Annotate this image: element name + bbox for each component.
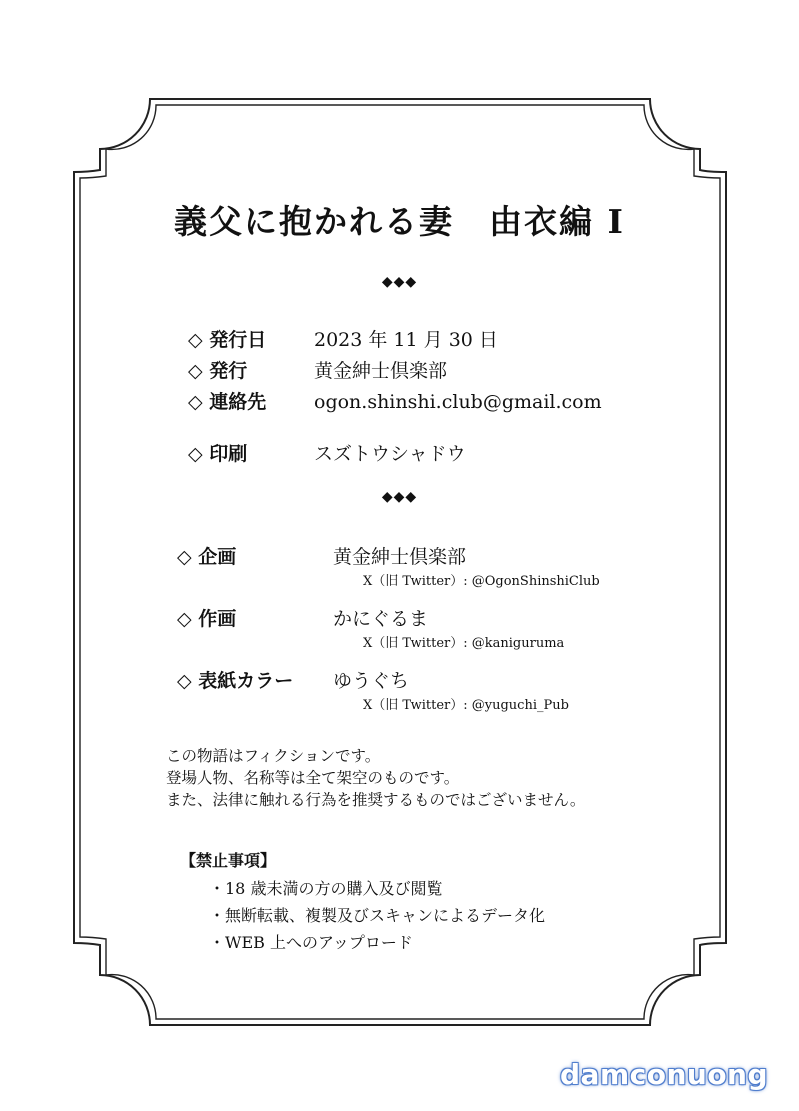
- prohibited-item: ・WEB 上へのアップロード: [209, 933, 413, 952]
- credit-name: 黄金紳士倶楽部: [333, 546, 467, 568]
- colophon-label: ◇ 印刷: [188, 443, 248, 465]
- notice-line: また、法律に触れる行為を推奨するものではございません。: [166, 791, 586, 809]
- prohibited-title: 【禁止事項】: [180, 851, 277, 870]
- prohibited-item: ・18 歳未満の方の購入及び閲覧: [209, 879, 443, 898]
- colophon-value: スズトウシャドウ: [314, 443, 466, 465]
- credit-name: かにぐるま: [333, 608, 429, 630]
- credit-planning: [177, 542, 600, 589]
- credit-handle: X（旧 Twitter）: @OgonShinshiClub: [363, 574, 600, 589]
- notice-line: この物語はフィクションです。: [166, 747, 381, 765]
- watermark-logo: damconuong: [560, 1058, 769, 1091]
- credit-art: [177, 604, 565, 651]
- credit-label: ◇ 表紙カラー: [177, 670, 294, 692]
- credit-name: ゆうぐち: [333, 670, 410, 692]
- prohibited-item: ・無断転載、複製及びスキャンによるデータ化: [209, 906, 546, 925]
- contact-email: ogon.shinshi.club@gmail.com: [314, 391, 602, 413]
- colophon-row-publisher: [188, 356, 447, 383]
- separator-top: ◆◆◆: [381, 274, 418, 290]
- colophon-value: 黄金紳士倶楽部: [314, 360, 448, 382]
- credit-label: ◇ 企画: [177, 546, 237, 568]
- credit-handle: X（旧 Twitter）: @yuguchi_Pub: [363, 698, 569, 713]
- colophon-value: 2023 年 11 月 30 日: [314, 329, 498, 351]
- colophon-row-publish-date: [188, 325, 498, 352]
- colophon-label: ◇ 連絡先: [188, 391, 267, 413]
- notice-line: 登場人物、名称等は全て架空のものです。: [166, 769, 460, 787]
- credit-label: ◇ 作画: [177, 608, 237, 630]
- separator-bottom: ◆◆◆: [381, 489, 418, 505]
- book-title: 義父に抱かれる妻 由衣編 I: [174, 202, 625, 241]
- fiction-notice: [166, 745, 585, 811]
- prohibited-list: [209, 875, 545, 956]
- colophon-label: ◇ 発行日: [188, 329, 267, 351]
- colophon-row-contact: [188, 387, 602, 414]
- credit-handle: X（旧 Twitter）: @kaniguruma: [363, 636, 565, 651]
- credit-cover-color: [177, 666, 569, 713]
- colophon-row-printer: [188, 439, 466, 466]
- colophon-label: ◇ 発行: [188, 360, 248, 382]
